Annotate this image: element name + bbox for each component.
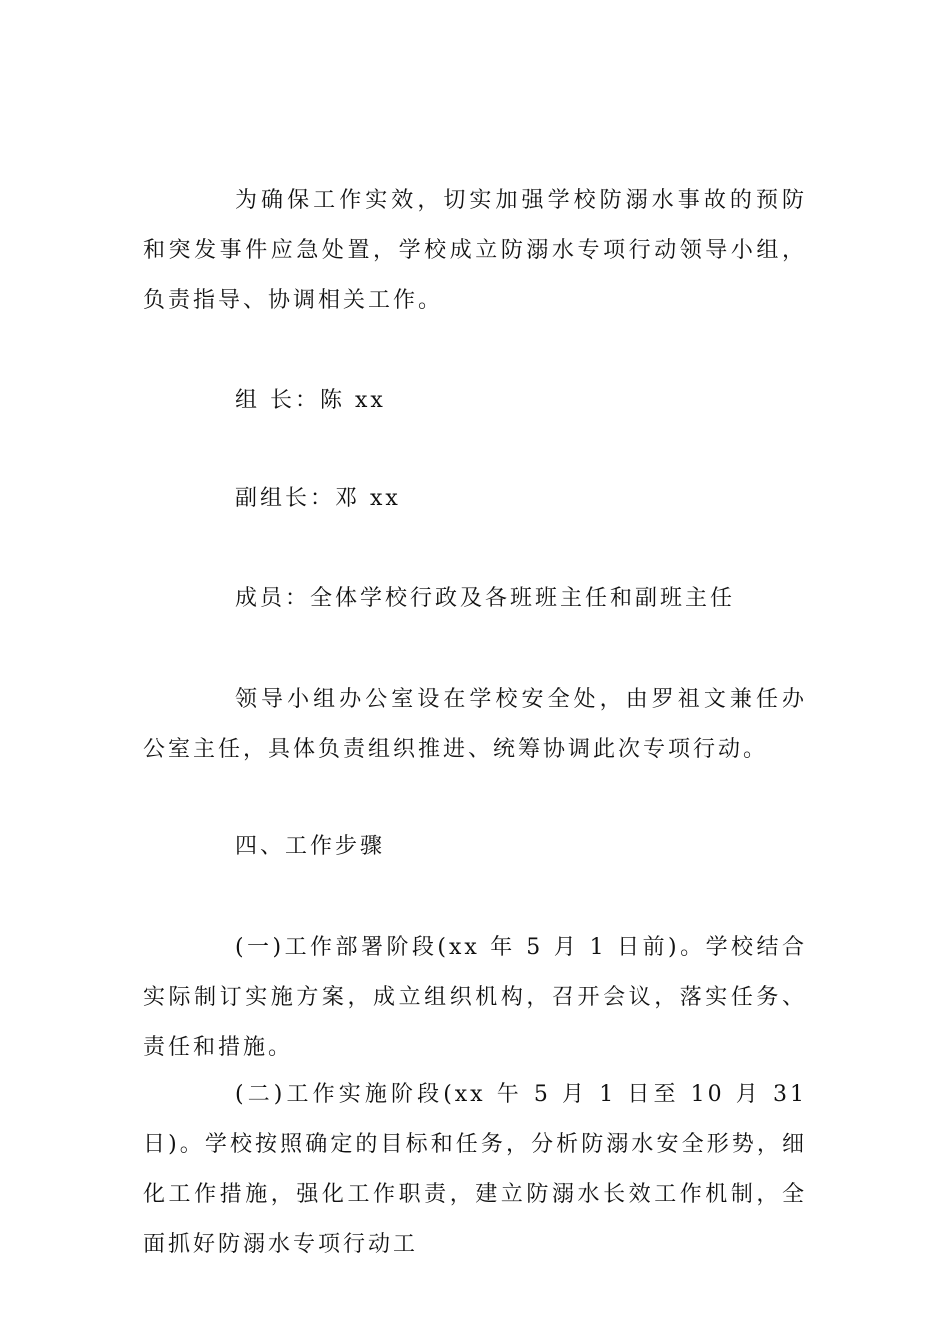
- group-leader-line: 组 长：陈 xx: [235, 388, 386, 413]
- paragraph-step-2: (二)工作实施阶段(xx 午 5 月 1 日至 10 月 31 日)。学校按照确定的目标和任务，分析防溺水安全形势，细化工作措施，强化工作职责，建立防溺水长效工作机制，全面抓好防溺水专项行动工: [143, 1082, 807, 1257]
- section-heading: 四、工作步骤: [235, 834, 386, 859]
- deputy-leader-line: 副组长：邓 xx: [235, 486, 401, 511]
- members-line: 成员：全体学校行政及各班班主任和副班主任: [235, 586, 736, 611]
- paragraph-office: 领导小组办公室设在学校安全处，由罗祖文兼任办公室主任，具体负责组织推进、统筹协调此次专项行动。: [143, 687, 807, 762]
- paragraph-leadership-purpose: 为确保工作实效，切实加强学校防溺水事故的预防和突发事件应急处置，学校成立防溺水专项行动领导小组，负责指导、协调相关工作。: [143, 188, 807, 313]
- paragraph-step-1: (一)工作部署阶段(xx 年 5 月 1 日前)。学校结合实际制订实施方案，成立组织机构，召开会议，落实任务、责任和措施。: [143, 935, 807, 1060]
